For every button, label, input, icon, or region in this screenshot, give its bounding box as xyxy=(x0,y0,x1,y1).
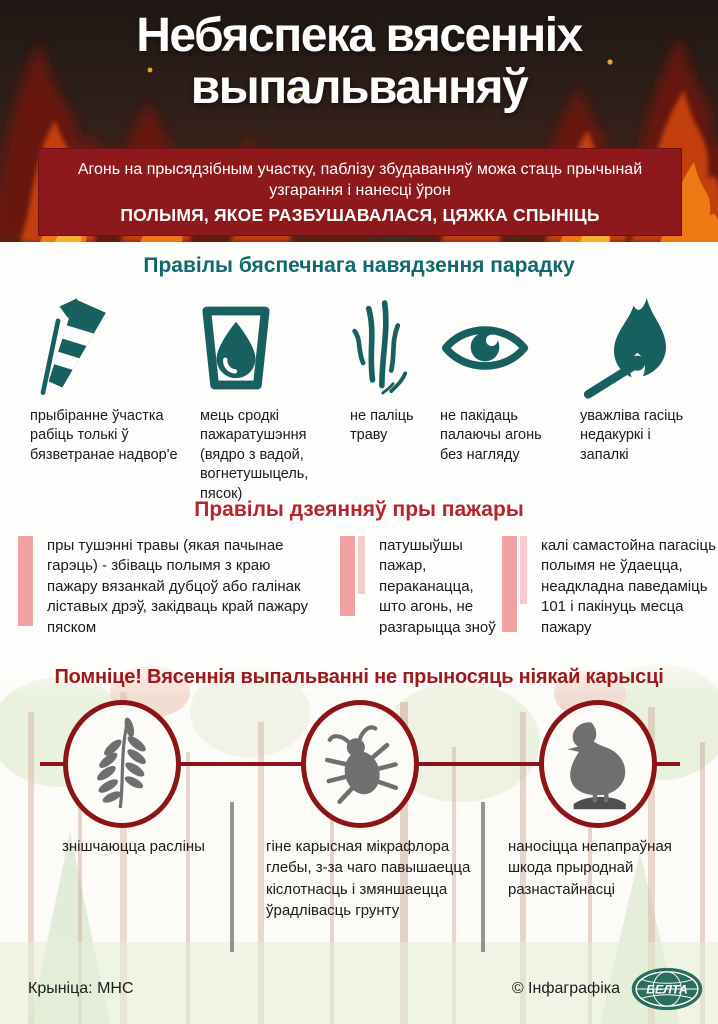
warning-banner xyxy=(38,148,682,236)
safety-rule-item xyxy=(440,296,580,504)
pink-bar-marker xyxy=(502,536,517,632)
page-title-line1: Небяспека вясенніх xyxy=(136,9,582,62)
safety-rule-caption: не паліць траву xyxy=(350,408,414,444)
column-divider xyxy=(230,802,234,952)
section-heading-safety-rules: Правілы бяспечнага навядзення парадку xyxy=(143,254,575,277)
pink-bar-marker xyxy=(340,536,355,616)
safety-rule-caption: прыбіранне ўчастка рабіць толькі ў бязветранае надвор'е xyxy=(30,408,178,463)
remember-item-text: наносіцца непапраўная шкода прыроднай разнастайнасці xyxy=(508,838,672,898)
fire-actions-row xyxy=(18,536,716,638)
fire-action-item xyxy=(340,536,502,638)
safety-rule-caption: не пакідаць палаючы агонь без нагляду xyxy=(440,408,542,463)
page-title-line2: выпальванняў xyxy=(190,60,528,114)
hero-header xyxy=(0,0,718,242)
safety-rule-item xyxy=(580,296,708,504)
safety-rule-caption: уважліва гасіць недакуркі і запалкі xyxy=(580,408,684,463)
windsock-icon xyxy=(30,296,200,400)
remember-item-text: знішчаюцца расліны xyxy=(62,838,205,855)
eye-icon xyxy=(440,296,580,400)
remember-item-text: гіне карысная мікрафлора глебы, з-за чаго павышаецца кіслотнасць і змяншаецца ўрадлівасць грунту xyxy=(266,838,471,919)
grass-icon xyxy=(350,296,440,400)
safety-rule-caption: мець сродкі пажаратушэння (вядро з вадой, вогнетушыцель, пясок) xyxy=(200,408,309,502)
footer xyxy=(28,966,704,1012)
page-title xyxy=(0,10,718,114)
fire-action-text: пры тушэнні травы (якая пачынае гарэць) - збіваць полымя з краю пажару вязанкай дубцоў або галінак ліставых дрэў, закідваць край пажару пяском xyxy=(47,537,309,636)
safety-rule-item xyxy=(30,296,200,504)
fire-action-text: калі самастойна пагасіць полымя не ўдаецца, неадкладна паведаміць 101 і пакінуць месца пажару xyxy=(541,537,716,636)
warning-banner-text: Агонь на прысядзібным участку, паблізу збудаванняў можа стаць прычынай узгарання і нанесці ўрон xyxy=(77,161,643,200)
source-label: Крыніца: МНС xyxy=(28,980,134,997)
beetle-icon xyxy=(301,700,419,828)
bird-icon xyxy=(539,700,657,828)
section-heading-remember: Помніце! Вясеннія выпальванні не прыносяць ніякай карысці xyxy=(54,666,664,688)
credit-label: © Інфаграфіка xyxy=(511,980,620,997)
fire-action-item xyxy=(502,536,716,638)
pink-bar-marker xyxy=(18,536,33,626)
pink-bar-marker-thin xyxy=(358,536,365,594)
column-divider xyxy=(481,802,485,952)
water-bucket-icon xyxy=(200,296,350,400)
fire-action-text: патушыўшы пажар, пераканацца, што агонь, не разгарыцца зноў xyxy=(379,537,496,636)
remember-section xyxy=(0,652,718,1024)
safety-rule-item xyxy=(350,296,440,504)
belta-logo xyxy=(630,966,704,1012)
burning-match-icon xyxy=(580,296,708,400)
safety-rule-item xyxy=(200,296,350,504)
plant-leaf-icon xyxy=(63,700,181,828)
safety-rules-row xyxy=(30,296,708,504)
section-heading-fire-actions: Правілы дзеянняў пры пажары xyxy=(194,498,524,521)
belta-logo-text: БЕЛТА xyxy=(646,982,688,997)
pink-bar-marker-thin xyxy=(520,536,527,604)
warning-banner-emphasis: ПОЛЫМЯ, ЯКОЕ РАЗБУШАВАЛАСЯ, ЦЯЖКА СПЫНІЦЬ xyxy=(120,204,600,225)
fire-action-item xyxy=(18,536,340,638)
